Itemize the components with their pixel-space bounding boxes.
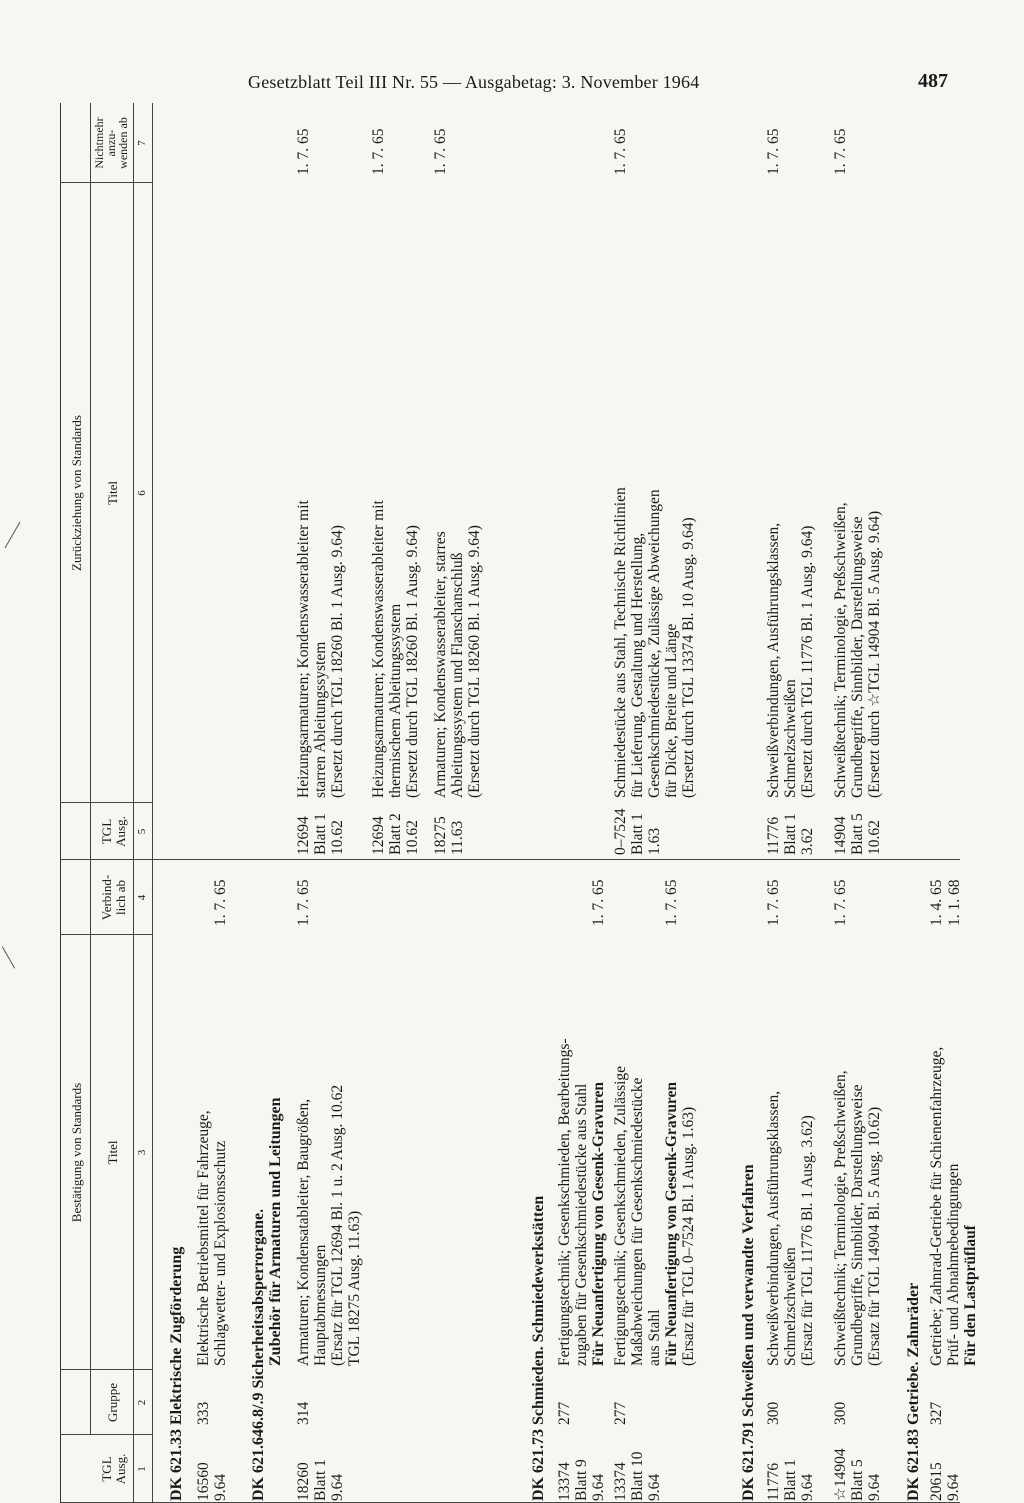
- gruppe-cell: 300: [765, 1401, 782, 1425]
- col-divider: [60, 859, 960, 860]
- tgl-cell: 13374 Blatt 9 9.64: [556, 1459, 607, 1501]
- header-rule: [152, 103, 153, 1503]
- w-titel-cell: Schweißtechnik; Terminologie, Preßschweißen, Grundbegriffe, Sinnbilder, Darstellungsweise (Ersetzt durch ☆TGL 14904 Bl. 5 Ausg. 9.64): [832, 502, 883, 798]
- verbindlich-cell-2: 1. 1. 68: [946, 879, 963, 926]
- verbindlich-cell: 1. 7. 65: [212, 879, 229, 926]
- standards-table: [60, 103, 979, 1503]
- verbindlich-cell: 1. 4. 65: [928, 879, 945, 926]
- col-header-tgl: TGL Ausg.: [99, 1453, 128, 1485]
- col-number: 5: [136, 828, 148, 835]
- w-titel-cell: Heizungsarmaturen; Kondenswasserableiter mit thermischem Ableitungssystem (Ersetzt durch TGL 18260 Bl. 1 Ausg. 9.64): [370, 500, 421, 798]
- margin-mark: [2, 946, 15, 968]
- col-number: 6: [136, 490, 148, 496]
- titel-cell: Fertigungstechnik; Gesenkschmieden, Bearbeitungs- zugaben für Gesenkschmiedestücke aus Stahl: [556, 1038, 590, 1366]
- section-title: DK 621.33 Elektrische Zugförderung: [168, 1246, 185, 1501]
- gruppe-cell: 327: [928, 1401, 945, 1425]
- w-tgl-cell: 0–7524 Blatt 1 1.63: [612, 808, 663, 855]
- w-ab-cell: 1. 7. 65: [432, 128, 449, 175]
- gruppe-cell: 333: [195, 1401, 212, 1425]
- tgl-cell: 16560 9.64: [195, 1462, 229, 1501]
- group-header-withdrawal: Zurückziehung von Standards: [69, 415, 84, 571]
- w-ab-cell: 1. 7. 65: [295, 128, 312, 175]
- w-ab-cell: 1. 7. 65: [612, 128, 629, 175]
- w-tgl-cell: 14904 Blatt 5 10.62: [832, 813, 883, 855]
- w-tgl-cell: 11776 Blatt 1 3.62: [765, 813, 816, 855]
- col-number: 4: [136, 894, 148, 901]
- titel-note-cell: (Ersatz für TGL 0–7524 Bl. 1 Ausg. 1.63): [680, 1106, 697, 1366]
- gruppe-cell: 314: [295, 1401, 312, 1425]
- w-ab-cell: 1. 7. 65: [370, 128, 387, 175]
- tgl-cell: 11776 Blatt 1 9.64: [765, 1459, 816, 1501]
- w-tgl-cell: 12694 Blatt 2 10.62: [370, 813, 421, 855]
- titel-cell: Elektrische Betriebsmittel für Fahrzeuge, Schlagwetter- und Explosionsschutz: [195, 1110, 229, 1366]
- tgl-cell: ☆14904 Blatt 5 9.64: [832, 1448, 883, 1501]
- margin-mark: [5, 522, 21, 548]
- header-rule: [90, 103, 91, 860]
- w-titel-cell: Schweißverbindungen, Ausführungsklassen, Schmelzschweißen (Ersetzt durch TGL 11776 Bl. 1 Ausg. 9.64): [765, 522, 816, 798]
- titel-bold-cell: Für Neuanfertigung von Gesenk-Gravuren: [663, 1081, 680, 1366]
- col-number: 7: [136, 140, 148, 146]
- gruppe-cell: 300: [832, 1401, 849, 1425]
- page-number: 487: [918, 70, 948, 92]
- group-header-confirmation: Bestätigung von Standards: [69, 1082, 84, 1223]
- section-title: DK 621.73 Schmieden. Schmiedewerkstätten: [530, 1195, 547, 1501]
- verbindlich-cell: 1. 7. 65: [295, 879, 312, 926]
- w-ab-cell: 1. 7. 65: [832, 128, 849, 175]
- verbindlich-cell: 1. 7. 65: [765, 879, 782, 926]
- col-header-titel: Titel: [105, 1140, 120, 1165]
- section-title: DK 621.83 Getriebe. Zahnräder: [905, 1282, 922, 1501]
- section-title: DK 621.791 Schweißen und verwandte Verfahren: [740, 1164, 757, 1501]
- col-header-w-tgl: TGL Ausg.: [99, 816, 128, 847]
- titel-cell: Schweißtechnik; Terminologie, Preßschweißen, Grundbegriffe, Sinnbilder, Darstellungsweise (Ersatz für TGL 14904 Bl. 5 Ausg. 10.62): [832, 1070, 883, 1366]
- gruppe-cell: 277: [556, 1401, 573, 1425]
- w-titel-cell: Heizungsarmaturen; Kondenswasserableiter mit starren Ableitungssystem (Ersetzt durch TGL 18260 Bl. 1 Ausg. 9.64): [295, 500, 346, 798]
- titel-bold-cell: Für den Lastprüflauf: [962, 1225, 979, 1366]
- titel-cell: Armaturen; Kondensatableiter, Baugrößen, Hauptabmessungen (Ersatz für TGL 12694 Bl. 1 u. 2 Ausg. 10.62 TGL 18275 Ausg. 11.63): [295, 1084, 363, 1366]
- header-rule: [133, 103, 134, 1503]
- section-subtitle: Zubehör für Armaturen und Leitungen: [267, 1097, 284, 1366]
- tgl-cell: 20615 9.64: [928, 1462, 962, 1501]
- col-header-w-ab: Nichtmehr anzu- wenden ab: [92, 117, 130, 169]
- col-number: 1: [136, 1466, 148, 1472]
- titel-cell: Schweißverbindungen, Ausführungsklassen, Schmelzschweißen (Ersatz für TGL 11776 Bl. 1 Ausg. 3.62): [765, 1090, 816, 1366]
- verbindlich-cell: 1. 7. 65: [663, 879, 680, 926]
- col-header-w-titel: Titel: [105, 480, 120, 506]
- page-title: Gesetzblatt Teil III Nr. 55 — Ausgabetag: 3. November 1964: [248, 72, 700, 92]
- col-number: 2: [136, 1399, 148, 1406]
- w-titel-cell: Schmiedestücke aus Stahl, Technische Richtlinien für Lieferung, Gestaltung und Herstellung, Gesenkschmiedestücke, Zulässige Abweichungen für Dicke, Breite und Länge (Ersetzt durch TGL 13374 Bl. 10 Ausg. 9.64): [612, 487, 697, 798]
- col-header-gruppe: Gruppe: [105, 1383, 120, 1422]
- tgl-cell: 18260 Blatt 1 9.64: [295, 1459, 346, 1501]
- col-number: 3: [136, 1149, 148, 1156]
- titel-cell: Getriebe; Zahnrad-Getriebe für Schienenfahrzeuge, Prüf- und Abnahmebedingungen: [928, 1046, 962, 1366]
- header-rule: [90, 860, 91, 1435]
- col-header-verbindlich: Verbind- lich ab: [99, 874, 128, 921]
- section-title: DK 621.646.8/.9 Sicherheitsabsperrorgane.: [250, 1208, 267, 1501]
- gruppe-cell: 277: [612, 1401, 629, 1425]
- verbindlich-cell: 1. 7. 65: [590, 879, 607, 926]
- w-titel-cell: Armaturen; Kondenswasserableiter, starres Ableitungssystem und Flanschanschluß (Ersetzt durch TGL 18260 Bl. 1 Ausg. 9.64): [432, 525, 483, 798]
- w-tgl-cell: 18275 11.63: [432, 816, 466, 855]
- verbindlich-cell: 1. 7. 65: [832, 879, 849, 926]
- w-ab-cell: 1. 7. 65: [765, 128, 782, 175]
- w-tgl-cell: 12694 Blatt 1 10.62: [295, 813, 346, 855]
- titel-bold-cell: Für Neuanfertigung von Gesenk-Gravuren: [590, 1081, 607, 1366]
- tgl-cell: 13374 Blatt 10 9.64: [612, 1451, 663, 1501]
- titel-cell: Fertigungstechnik; Gesenkschmieden, Zulässige Maßabweichungen für Gesenkschmiedestücke aus Stahl: [612, 1065, 663, 1366]
- page-header: [248, 72, 968, 102]
